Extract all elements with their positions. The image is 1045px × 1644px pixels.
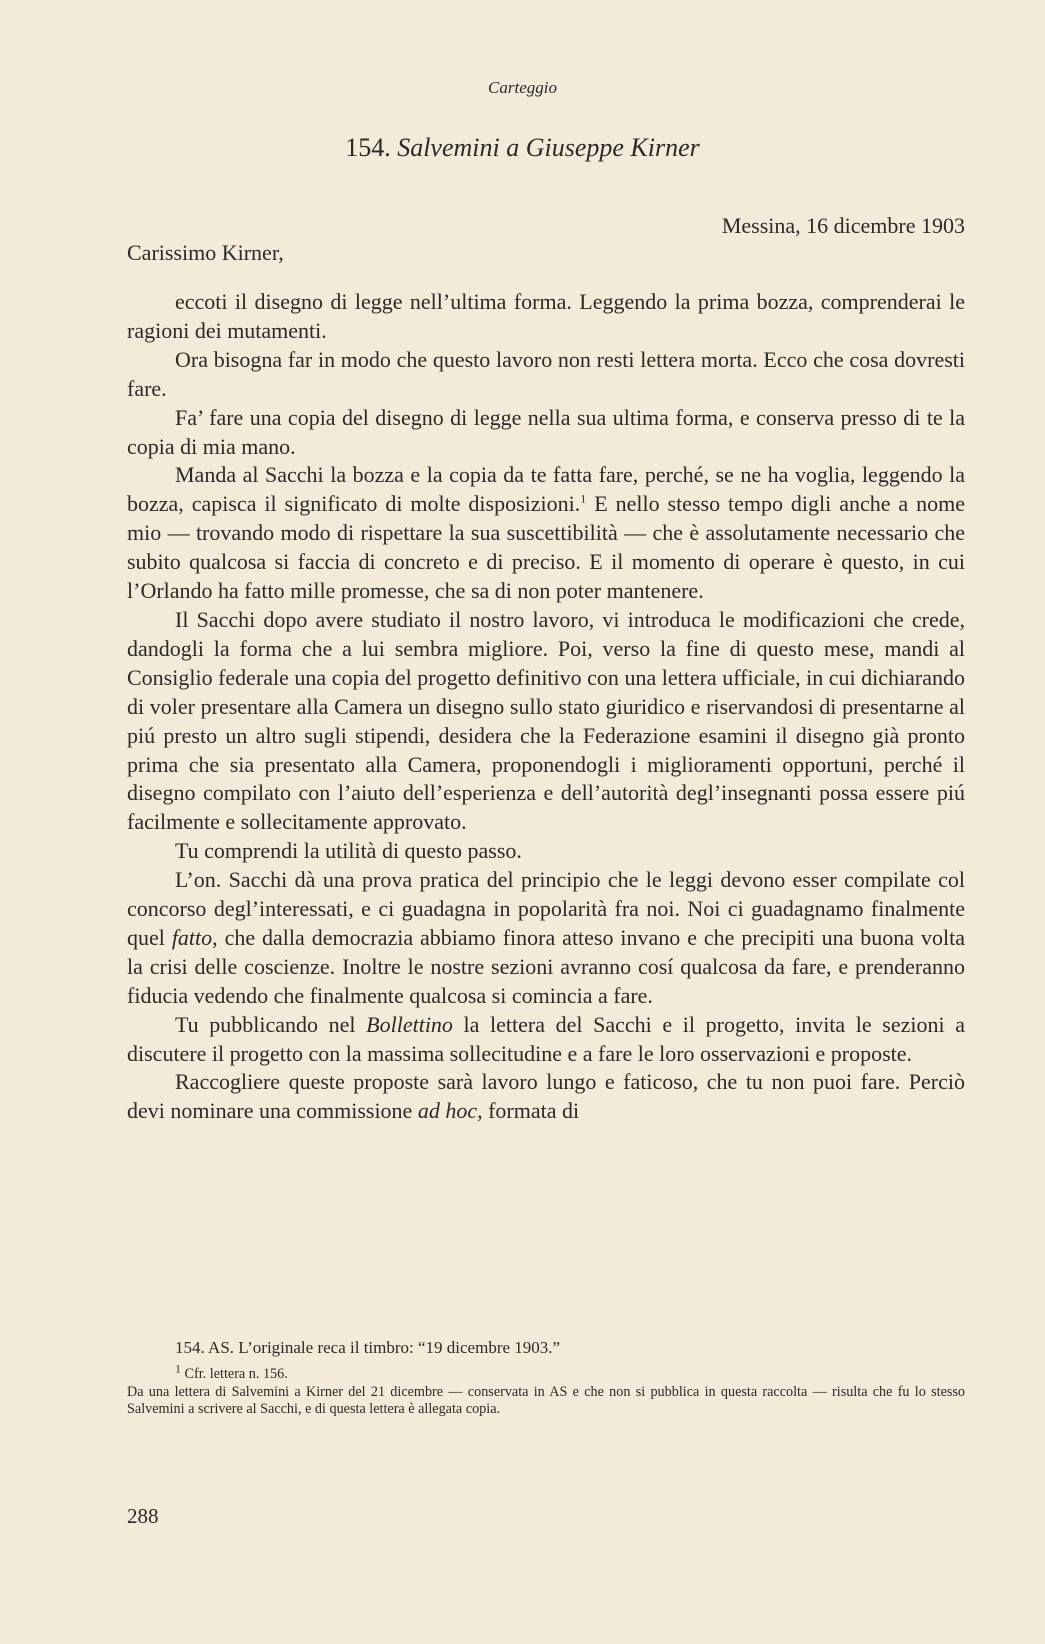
paragraph-5: Il Sacchi dopo avere studiato il nostro lavoro, vi introduca le modificazioni che crede, dandogli la forma che a lui sembra migliore. Poi, verso la fine di questo mese, mandi al Consiglio federale una copia del progetto definitivo con una lettera ufficiale, in cui dichiarando di voler presentare alla Camera un disegno sullo stato giuridico e riservandosi di presentarne al piú presto un altro sugli stipendi, desidera che la Federazione esamini il disegno già pronto prima che sia presentato alla Camera, proponendogli i miglioramenti opportuni, perché il disegno compilato con l’aiuto dell’esperienza e dell’autorità degl’insegnanti possa essere piú facilmente e sollecitamente approvato.	[127, 606, 965, 835]
letter-title-text: Salvemini a Giuseppe Kirner	[397, 133, 700, 162]
paragraph-7-emphasis: fatto	[171, 924, 213, 950]
place-date: Messina, 16 dicembre 1903	[721, 213, 965, 238]
footnote-2: Da una lettera di Salvemini a Kirner del 21 dicembre — conservata in AS e che non si pubblica in questa raccolta — risulta che fu lo stesso Salvemini a scrivere al Sacchi, e di questa lettera è allegata copia.	[127, 1383, 965, 1417]
paragraph-3: Fa’ fare una copia del disegno di legge nella sua ultima forma, e conserva presso di te la copia di mia mano.	[127, 404, 965, 459]
paragraph-7	[127, 866, 965, 1011]
paragraph-6: Tu comprendi la utilità di questo passo.	[175, 838, 522, 864]
running-head: Carteggio	[488, 78, 557, 97]
paragraph-9-part-b: , formata di	[477, 1098, 580, 1124]
paragraph-8	[127, 1011, 965, 1069]
salutation: Carissimo Kirner,	[127, 240, 284, 265]
paragraph-8-emphasis: Bollettino	[366, 1011, 453, 1037]
paragraph-9-part-a: Raccogliere queste proposte sarà lavoro lungo e faticoso, che tu non puoi fare. Perciò devi nominare una commissione	[127, 1069, 965, 1124]
paragraph-8-part-a: Tu pubblicando nel	[175, 1011, 367, 1037]
paragraph-4-part-a: Manda al Sacchi la bozza e la copia da te fatta fare, perché, se ne ha voglia, leggendo la bozza, capisca il significato di molte disposizioni.	[127, 462, 965, 517]
footnote-1-text: Cfr. lettera n. 156.	[181, 1366, 288, 1382]
paragraph-7-part-a: L’on. Sacchi dà una prova pratica del principio che le leggi devono esser compilate col concorso degl’interessati, e ci guadagna in popolarità fra noi. Noi ci guadagnamo finalmente quel	[127, 867, 965, 950]
paragraph-9	[127, 1068, 965, 1126]
paragraph-4	[127, 461, 965, 606]
page-number: 288	[127, 1504, 159, 1528]
letter-title	[0, 133, 1045, 163]
footnote-1-marker: 1	[175, 1361, 181, 1376]
source-note: 154. AS. L’originale reca il timbro: “19 dicembre 1903.”	[175, 1338, 561, 1357]
paragraph-4-part-b: E nello stesso tempo digli anche a nome mio — trovando modo di rispettare la sua suscettibilità — che è assolutamente necessario che subito qualcosa si faccia di concreto e di preciso. E il momento di operare è questo, in cui l’Orlando ha fatto mille promesse, che sa di non poter mantenere.	[127, 491, 965, 604]
footnote-ref-1[interactable]: 1	[580, 492, 587, 507]
paragraph-7-part-b: , che dalla democrazia abbiamo finora atteso invano e che precipiti una buona volta la crisi delle coscienze. Inoltre le nostre sezioni avranno cosí qualcosa da fare, e prenderanno fiducia vedendo che finalmente qualcosa si comincia a fare.	[127, 924, 965, 1008]
letter-body	[127, 288, 965, 1126]
letter-number: 154.	[345, 133, 391, 162]
paragraph-1: eccoti il disegno di legge nell’ultima forma. Leggendo la prima bozza, comprenderai le ragioni dei mutamenti.	[127, 289, 965, 343]
paragraph-8-part-b: la lettera del Sacchi e il progetto, invita le sezioni a discutere il progetto con la massima sollecitudine e a fare le loro osservazioni e proposte.	[127, 1011, 966, 1066]
footnotes	[127, 1338, 965, 1419]
footnote-1	[175, 1361, 965, 1384]
paragraph-9-emphasis: ad hoc	[417, 1098, 478, 1124]
paragraph-2: Ora bisogna far in modo che questo lavoro non resti lettera morta. Ecco che cosa dovresti fare.	[127, 346, 965, 401]
